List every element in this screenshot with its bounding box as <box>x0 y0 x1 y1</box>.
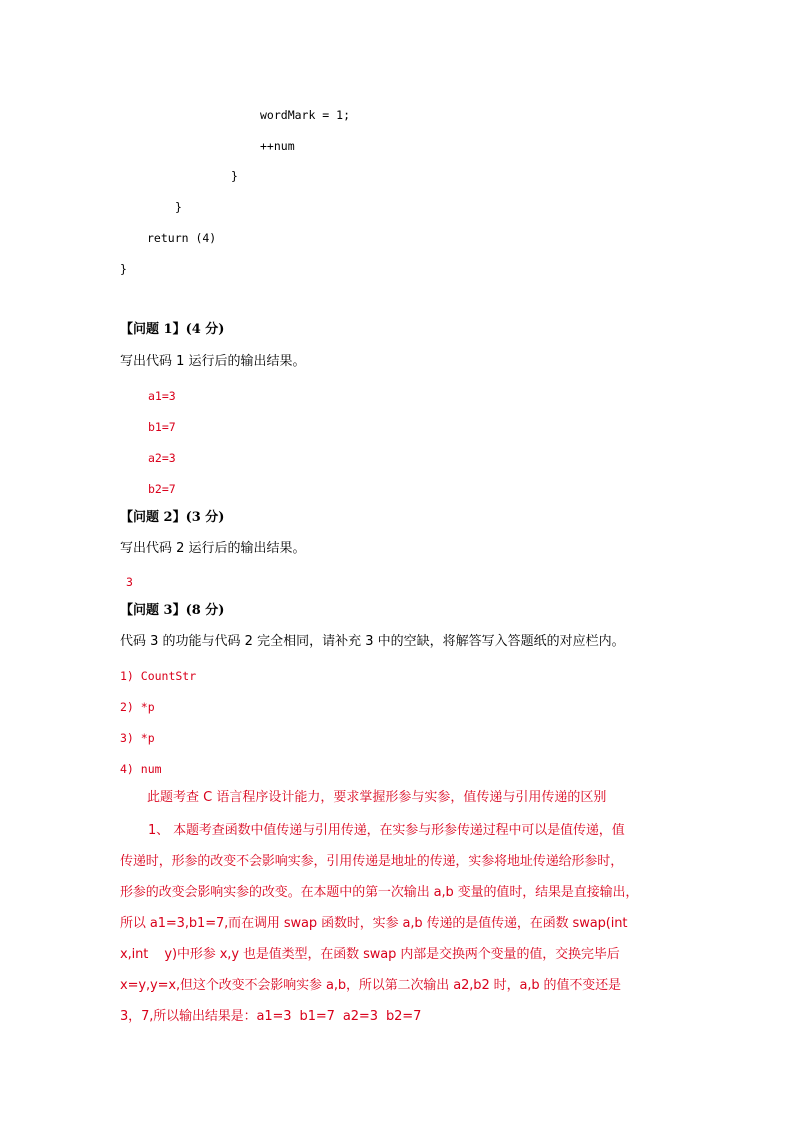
analysis-intro: 此题考查 C 语言程序设计能力，要求掌握形参与实参，值传递与引用传递的区别 <box>147 790 607 805</box>
q3-answer-line: 1) CountStr <box>120 669 197 683</box>
code-line-return: return (4) <box>147 231 217 245</box>
q1-answer-line: b2=7 <box>148 482 176 496</box>
analysis-line: x=y,y=x,但这个改变不会影响实参 a,b，所以第二次输出 a2,b2 时，a,b 的值不变还是 <box>120 978 621 993</box>
analysis-paragraph <box>120 815 675 1032</box>
q1-answer-line: b1=7 <box>148 420 176 434</box>
q3-answer-line: 4) num <box>120 762 162 776</box>
code-line-close-brace: } <box>120 262 127 276</box>
analysis-line: 1、 本题考查函数中值传递与引用传递，在实参与形参传递过程中可以是值传递，值 <box>148 823 625 838</box>
analysis-line: 所以 a1=3,b1=7,而在调用 swap 函数时，实参 a,b 传递的是值传递，在函数 swap(int <box>120 916 628 931</box>
question-3-heading: 【问题 3】(8 分) <box>120 603 225 618</box>
question-2-prompt: 写出代码 2 运行后的输出结果。 <box>120 541 306 556</box>
code-line-wordmark: wordMark = 1; <box>260 108 351 122</box>
code-line-increment: ++num <box>260 139 295 153</box>
analysis-line: x,int y)中形参 x,y 也是值类型，在函数 swap 内部是交换两个变量的值，交换完毕后 <box>120 947 620 962</box>
q2-answer: 3 <box>126 575 133 589</box>
q3-answer-line: 2) *p <box>120 700 155 714</box>
question-2-heading: 【问题 2】(3 分) <box>120 510 225 525</box>
question-3-prompt: 代码 3 的功能与代码 2 完全相同，请补充 3 中的空缺，将解答写入答题纸的对应栏内。 <box>120 634 625 649</box>
analysis-line: 形参的改变会影响实参的改变。在本题中的第一次输出 a,b 变量的值时，结果是直接输出， <box>120 885 639 900</box>
analysis-line: 3，7,所以输出结果是：a1=3 b1=7 a2=3 b2=7 <box>120 1009 422 1024</box>
question-1-heading: 【问题 1】(4 分) <box>120 322 225 337</box>
analysis-line: 传递时，形参的改变不会影响实参，引用传递是地址的传递，实参将地址传递给形参时， <box>120 854 624 869</box>
question-1-prompt: 写出代码 1 运行后的输出结果。 <box>120 354 306 369</box>
code-line-close-brace: } <box>231 169 238 183</box>
q1-answer-line: a1=3 <box>148 389 176 403</box>
q3-answer-line: 3) *p <box>120 731 155 745</box>
q1-answer-line: a2=3 <box>148 451 176 465</box>
code-line-close-brace: } <box>175 200 182 214</box>
